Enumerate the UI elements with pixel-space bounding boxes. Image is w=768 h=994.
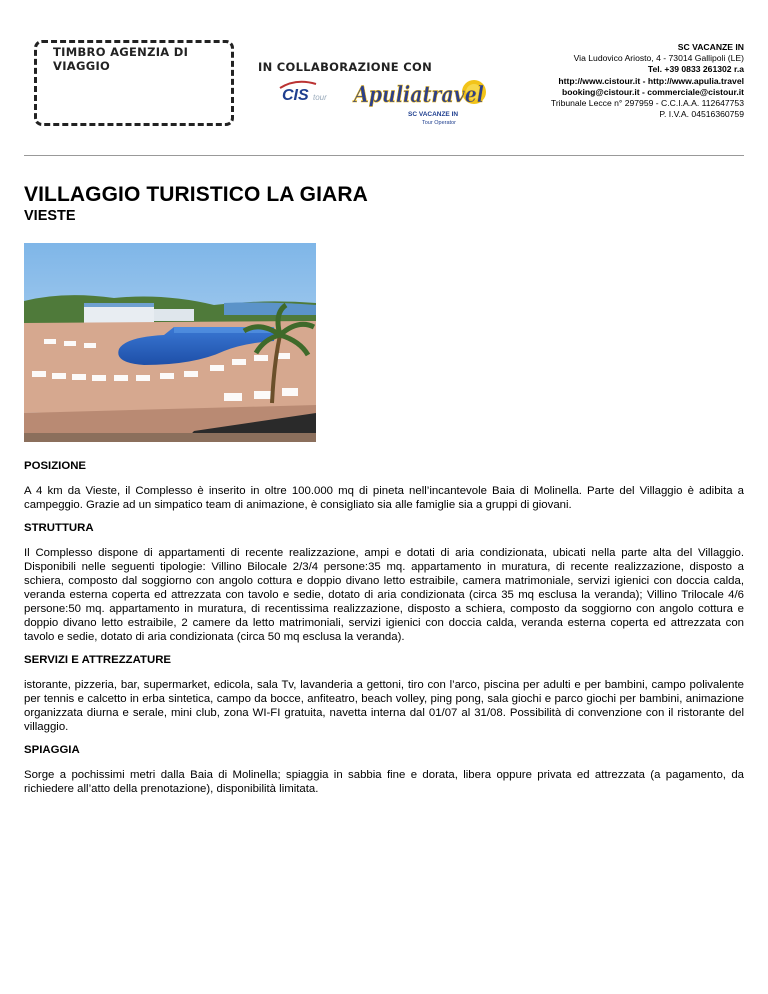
company-registration: Tribunale Lecce n° 297959 - C.C.I.A.A. 112647753 [550, 98, 744, 109]
section-heading: SPIAGGIA [24, 744, 80, 756]
apuliatravel-logo [352, 80, 486, 108]
section-body: istorante, pizzeria, bar, supermarket, edicola, sala Tv, lavanderia a gettoni, tiro con l’arco, piscina per adulti e per bambini, campo polivalente per tennis e calcetto in erba sintetica, campo da bocce, anfiteatro, beach volley, ping pong, sala giochi e parco giochi per bambini, animazione organizzata diurna e serale, mini club, zona WI-FI gratuita, navetta interna dal 01/07 al 31/08. Possibilità di convenzione con il ristorante del villaggio. [24, 679, 744, 733]
company-info [551, 42, 744, 120]
section-heading: STRUTTURA [24, 522, 94, 534]
page-subtitle: VIESTE [24, 208, 76, 224]
partner-logos [276, 74, 492, 128]
section-heading: POSIZIONE [24, 460, 87, 472]
agency-stamp-box [34, 40, 234, 126]
company-emails[interactable]: booking@cistour.it - commerciale@cistour.it [562, 86, 744, 97]
section-struttura [24, 522, 744, 644]
cistour-logo [280, 82, 327, 104]
page-title: VILLAGGIO TURISTICO LA GIARA [24, 183, 368, 206]
section-body: Sorge a pochissimi metri dalla Baia di Molinella; spiaggia in sabbia fine e dorata, libera oppure privata ed attrezzata (a pagamento, da richiedere all’atto della prenotazione), disponibilità limitata. [24, 769, 744, 795]
cistour-logo-text: CIS [282, 87, 309, 104]
company-name: SC VACANZE IN [677, 42, 744, 52]
section-body: Il Complesso dispone di appartamenti di recente realizzazione, ampi e dotati di aria condizionata, ubicati nella parte alta del Villaggio. Disponibili nelle seguenti tipologie: Villino Bilocale 2/3/4 persone:35 mq. appartamento in muratura, di recente realizzazione, disposto a schiera, composto dal soggiorno con angolo cottura e doppio divano letto estraibile, camera matrimoniale, servizi igienici con doccia calda, veranda esterna coperta ed attrezzata con tavolo e sedie, dotato di aria condizionata (circa 35 mq esclusa la veranda); Villino Trilocale 4/6 persone:50 mq. appartamento in muratura, di recentissima realizzazione, disposto a schiera, composto da soggiorno con angolo cottura e doppio divano letto estraibile, 2 camere da letto matrimoniali, servizi igienici con doccia calda, veranda esterna coperta ed attrezzata con tavolo e sedie, dotato di aria condizionata (circa 50 mq esclusa la veranda). [24, 547, 744, 643]
cistour-logo-sub: tour [313, 93, 327, 102]
company-phone[interactable]: Tel. +39 0833 261302 r.a [647, 64, 744, 75]
company-address: Via Ludovico Ariosto, 4 - 73014 Gallipoli (LE) [573, 53, 744, 64]
company-vat: P. I.V.A. 04516360759 [659, 109, 744, 120]
section-servizi [24, 654, 744, 734]
company-websites[interactable]: http://www.cistour.it - http://www.apulia.travel [558, 75, 744, 86]
badge-subtext: Tour Operator [422, 120, 456, 126]
section-spiaggia [24, 744, 744, 796]
stamp-label: TIMBRO AGENZIA DI VIAGGIO [53, 45, 189, 73]
sc-vacanze-badge [408, 111, 458, 126]
section-body: A 4 km da Vieste, il Complesso è inserito in oltre 100.000 mq di pineta nell’incantevole Baia di Molinella. Parte del Villaggio è adibita a campeggio. Grazie ad un simpatico team di animazione, è consigliato sia alle famiglie sia a gruppi di giovani. [24, 485, 744, 511]
header-divider [24, 155, 744, 156]
section-heading: SERVIZI E ATTREZZATURE [24, 654, 172, 666]
collaboration-label: IN COLLABORAZIONE CON [258, 60, 432, 74]
resort-pool-photo [24, 243, 316, 442]
content [24, 460, 744, 806]
apuliatravel-logo-text: Apuliatravel [352, 82, 484, 108]
badge-text: SC VACANZE IN [408, 111, 459, 118]
section-posizione [24, 460, 744, 512]
